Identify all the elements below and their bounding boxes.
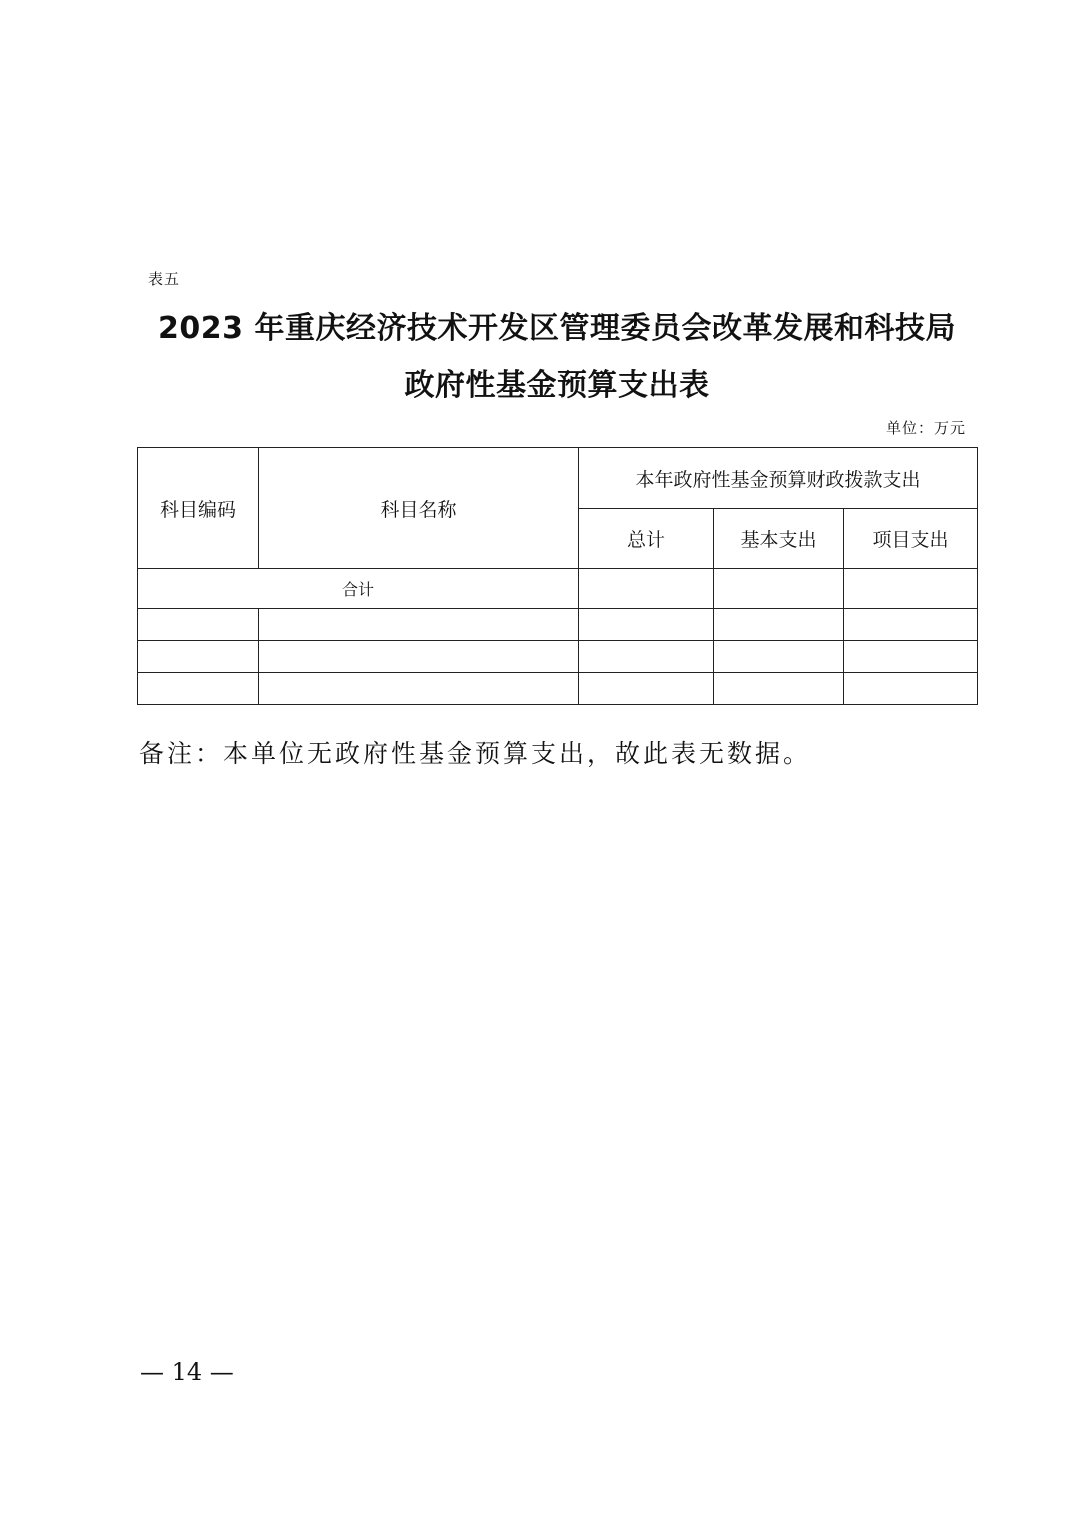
total-label: 合计 [138,569,579,609]
cell-code [138,673,259,705]
header-row [138,448,978,509]
header-project: 项目支出 [844,509,978,569]
cell-basic [714,673,844,705]
cell-total [579,641,714,673]
unit-label: 单位：万元 [885,419,966,437]
page-number: — 14 — [140,1358,234,1386]
cell-total [579,609,714,641]
total-value-total [579,569,714,609]
total-value-project [844,569,978,609]
cell-code [138,641,259,673]
cell-basic [714,609,844,641]
table-row [138,673,978,705]
total-value-basic [714,569,844,609]
table-row [138,609,978,641]
header-group: 本年政府性基金预算财政拨款支出 [579,448,978,509]
cell-name [259,641,579,673]
budget-table [137,447,978,705]
header-name: 科目名称 [259,448,579,569]
cell-project [844,609,978,641]
table-row [138,641,978,673]
header-total: 总计 [579,509,714,569]
cell-basic [714,641,844,673]
cell-code [138,609,259,641]
page-title: 2023 年重庆经济技术开发区管理委员会改革发展和科技局 [158,311,956,346]
cell-project [844,673,978,705]
total-row [138,569,978,609]
remark-note: 备注：本单位无政府性基金预算支出，故此表无数据。 [139,739,812,768]
header-basic: 基本支出 [714,509,844,569]
table-label: 表五 [148,270,181,288]
cell-total [579,673,714,705]
cell-name [259,609,579,641]
cell-project [844,641,978,673]
header-code: 科目编码 [138,448,259,569]
page-subtitle: 政府性基金预算支出表 [404,368,710,403]
cell-name [259,673,579,705]
